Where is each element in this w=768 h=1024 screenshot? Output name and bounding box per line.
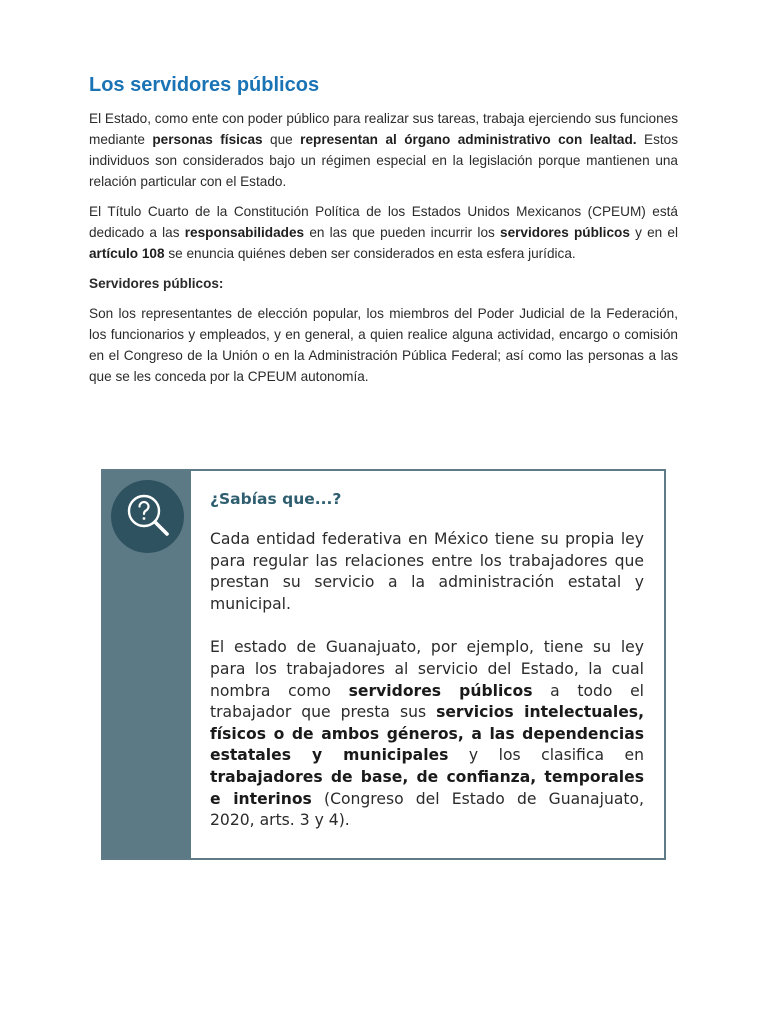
callout-content	[210, 487, 644, 832]
icon-badge	[111, 480, 184, 553]
question-magnifier-icon	[111, 480, 184, 553]
callout-sidebar	[103, 471, 191, 858]
callout-paragraph-2: El estado de Guanajuato, por ejemplo, tiene su ley para los trabajadores al servicio del Estado, la cual nombra como servidores públicos a todo el trabajador que presta sus servicios intelectuales, físicos o de ambos géneros, a las dependencias estatales y municipales y los clasifica en trabajadores de base, de confianza, temporales e interinos (Congreso del Estado de Guanajuato, 2020, arts. 3 y 4).	[210, 638, 645, 830]
document-body	[89, 70, 678, 387]
callout-paragraph-1: Cada entidad federativa en México tiene su propia ley para regular las relaciones entre los trabajadores que prestan su servicio a la administración estatal y municipal.	[210, 530, 644, 613]
page-title: Los servidores públicos	[89, 74, 320, 96]
definition-paragraph: Son los representantes de elección popular, los miembros del Poder Judicial de la Federación, los funcionarios y empleados, y en general, a quien realice alguna actividad, encargo o comisión en el Congreso de la Unión o en la Administración Pública Federal; así como las personas a las que se les conceda por la CPEUM autonomía.	[89, 306, 678, 384]
callout-heading: ¿Sabías que...?	[210, 490, 342, 508]
section-subheading: Servidores públicos:	[89, 276, 224, 291]
intro-paragraph: El Estado, como ente con poder público para realizar sus tareas, trabaja ejerciendo sus funciones mediante personas físicas que representan al órgano administrativo con lealtad. Estos individuos son considerados bajo un régimen especial en la legislación porque mantienen una relación particular con el Estado.	[89, 111, 679, 189]
did-you-know-callout	[101, 469, 666, 860]
constitution-paragraph: El Título Cuarto de la Constitución Política de los Estados Unidos Mexicanos (CPEUM) está dedicado a las responsabilidades en las que pueden incurrir los servidores públicos y en el artículo 108 se enuncia quiénes deben ser considerados en esta esfera jurídica.	[89, 204, 678, 261]
